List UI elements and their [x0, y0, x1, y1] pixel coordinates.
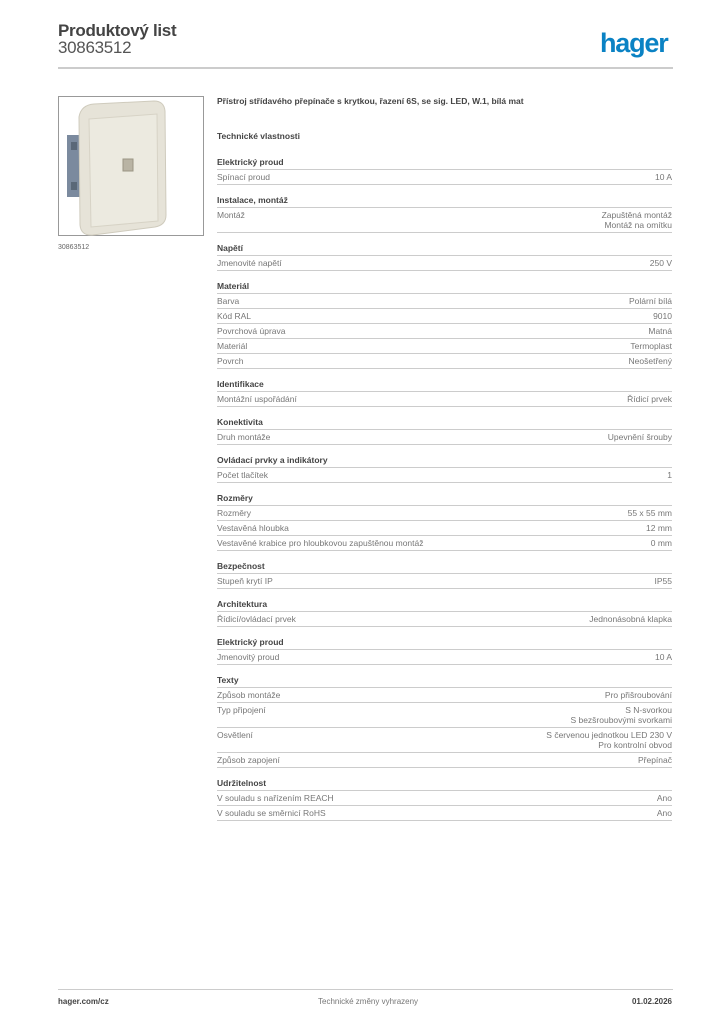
spec-section [217, 194, 672, 233]
spec-value [629, 356, 672, 366]
spec-value [651, 538, 672, 548]
spec-sections [217, 156, 672, 821]
spec-section [217, 280, 672, 369]
product-id: 30863512 [58, 38, 132, 57]
spec-value-line: 10 A [654, 652, 672, 662]
section-title: Udržitelnost [217, 777, 672, 791]
spec-label: Počet tlačítek [217, 470, 269, 480]
spec-value-line: S bezšroubovými svorkami [570, 715, 672, 725]
spec-value [638, 755, 672, 765]
spec-row [217, 392, 672, 407]
spec-value-line: 0 mm [650, 538, 672, 548]
spec-row [217, 688, 672, 703]
spec-section [217, 636, 672, 665]
spec-label: Spínací proud [217, 172, 270, 182]
spec-row [217, 170, 672, 185]
spec-value [629, 296, 672, 306]
spec-label: Montážní uspořádání [217, 394, 297, 404]
spec-section [217, 156, 672, 185]
spec-label: Jmenovitý proud [217, 652, 280, 662]
section-title: Materiál [217, 280, 672, 294]
spec-label: Řídicí/ovládací prvek [217, 614, 296, 624]
spec-label: Barva [217, 296, 240, 306]
footer-date: 01.02.2026 [631, 997, 672, 1006]
spec-value-line: 9010 [653, 311, 672, 321]
section-title: Konektivita [217, 416, 672, 430]
spec-value-line: Pro přišroubování [604, 690, 672, 700]
spec-label: Rozměry [217, 508, 252, 518]
spec-row [217, 703, 672, 728]
spec-label: Povrchová úprava [217, 326, 286, 336]
spec-section [217, 560, 672, 589]
spec-value-line: Polární bílá [629, 296, 672, 306]
image-caption: 30863512 [58, 244, 90, 251]
spec-value-line: Řídicí prvek [627, 394, 672, 404]
spec-label: Stupeň krytí IP [217, 576, 273, 586]
spec-value [605, 690, 672, 700]
header-divider [58, 67, 673, 69]
spec-label: Typ připojení [217, 705, 266, 715]
spec-value [627, 394, 672, 404]
section-title: Rozměry [217, 492, 672, 506]
spec-value [608, 432, 672, 442]
spec-label: Vestavěná hloubka [217, 523, 289, 533]
spec-row [217, 753, 672, 768]
spec-label: Vestavěné krabice pro hloubkovou zapuštěnou montáž [217, 538, 424, 548]
spec-value-line: Přepínač [637, 755, 672, 765]
spec-value-line: Pro kontrolní obvod [598, 740, 672, 750]
spec-label: Kód RAL [217, 311, 252, 321]
spec-value [650, 258, 672, 268]
spec-row [217, 574, 672, 589]
spec-section [217, 674, 672, 768]
spec-row [217, 521, 672, 536]
tech-heading: Technické vlastnosti [217, 131, 300, 141]
spec-label: Materiál [217, 341, 248, 351]
section-title: Elektrický proud [217, 156, 672, 170]
spec-label: Osvětlení [217, 730, 253, 740]
spec-value [648, 326, 672, 336]
spec-value-line: S N-svorkou [625, 705, 672, 715]
product-image [58, 96, 204, 236]
spec-section [217, 378, 672, 407]
spec-content [217, 96, 672, 830]
spec-section [217, 777, 672, 821]
spec-value-line: Matná [648, 326, 672, 336]
section-title: Texty [217, 674, 672, 688]
spec-row [217, 506, 672, 521]
spec-value [657, 793, 672, 803]
spec-row [217, 468, 672, 483]
spec-value [657, 808, 672, 818]
spec-value [628, 508, 672, 518]
footer-note: Technické změny vyhrazeny [318, 997, 419, 1006]
spec-row [217, 650, 672, 665]
spec-label: Montáž [217, 210, 245, 220]
spec-value-line: 250 V [649, 258, 672, 268]
spec-label: Jmenovité napětí [217, 258, 282, 268]
spec-value-line: 1 [667, 470, 672, 480]
section-title: Instalace, montáž [217, 194, 672, 208]
spec-section [217, 416, 672, 445]
spec-label: Povrch [217, 356, 244, 366]
spec-value-line: Ano [656, 793, 672, 803]
spec-section [217, 242, 672, 271]
spec-value-line: Jednonásobná klapka [589, 614, 672, 624]
spec-value-line: Zapuštěná montáž [601, 210, 672, 220]
spec-row [217, 208, 672, 233]
section-title: Architektura [217, 598, 672, 612]
section-title: Ovládací prvky a indikátory [217, 454, 672, 468]
spec-value-line: Montáž na omítku [604, 220, 672, 230]
spec-row [217, 728, 672, 753]
spec-value [570, 705, 672, 725]
section-title: Elektrický proud [217, 636, 672, 650]
section-title: Bezpečnost [217, 560, 672, 574]
spec-row [217, 354, 672, 369]
spec-value-line: Termoplast [630, 341, 672, 351]
spec-value-line: IP55 [654, 576, 672, 586]
spec-row [217, 791, 672, 806]
page-title: Produktový list [58, 21, 177, 40]
spec-value [655, 576, 673, 586]
footer-divider [58, 989, 673, 990]
spec-value-line: S červenou jednotkou LED 230 V [546, 730, 672, 740]
spec-row [217, 309, 672, 324]
spec-row [217, 806, 672, 821]
spec-label: Druh montáže [217, 432, 271, 442]
product-description: Přístroj střídavého přepínače s krytkou, řazení 6S, se sig. LED, W.1, bílá mat [217, 96, 524, 106]
spec-section [217, 454, 672, 483]
spec-value [589, 614, 672, 624]
spec-value-line: Neošetřený [628, 356, 672, 366]
spec-value [655, 172, 672, 182]
spec-label: V souladu s nařízením REACH [217, 793, 334, 803]
spec-value [602, 210, 672, 230]
spec-value-line: 12 mm [646, 523, 672, 533]
spec-value [546, 730, 672, 750]
spec-value-line: 10 A [654, 172, 672, 182]
spec-section [217, 598, 672, 627]
spec-row [217, 612, 672, 627]
footer-website[interactable]: hager.com/cz [58, 997, 109, 1006]
spec-value [653, 311, 672, 321]
section-title: Napětí [217, 242, 672, 256]
spec-row [217, 324, 672, 339]
spec-row [217, 256, 672, 271]
spec-value [646, 523, 672, 533]
spec-value-line: Ano [656, 808, 672, 818]
spec-label: V souladu se směrnicí RoHS [217, 808, 326, 818]
spec-row [217, 339, 672, 354]
spec-row [217, 430, 672, 445]
spec-row [217, 294, 672, 309]
spec-section [217, 492, 672, 551]
spec-value-line: Upevnění šrouby [607, 432, 672, 442]
hager-logo: hager [600, 28, 668, 58]
spec-row [217, 536, 672, 551]
spec-value [667, 470, 672, 480]
section-title: Identifikace [217, 378, 672, 392]
spec-value [655, 652, 672, 662]
spec-value [630, 341, 672, 351]
spec-label: Způsob montáže [217, 690, 281, 700]
spec-label: Způsob zapojení [217, 755, 280, 765]
spec-value-line: 55 x 55 mm [627, 508, 672, 518]
